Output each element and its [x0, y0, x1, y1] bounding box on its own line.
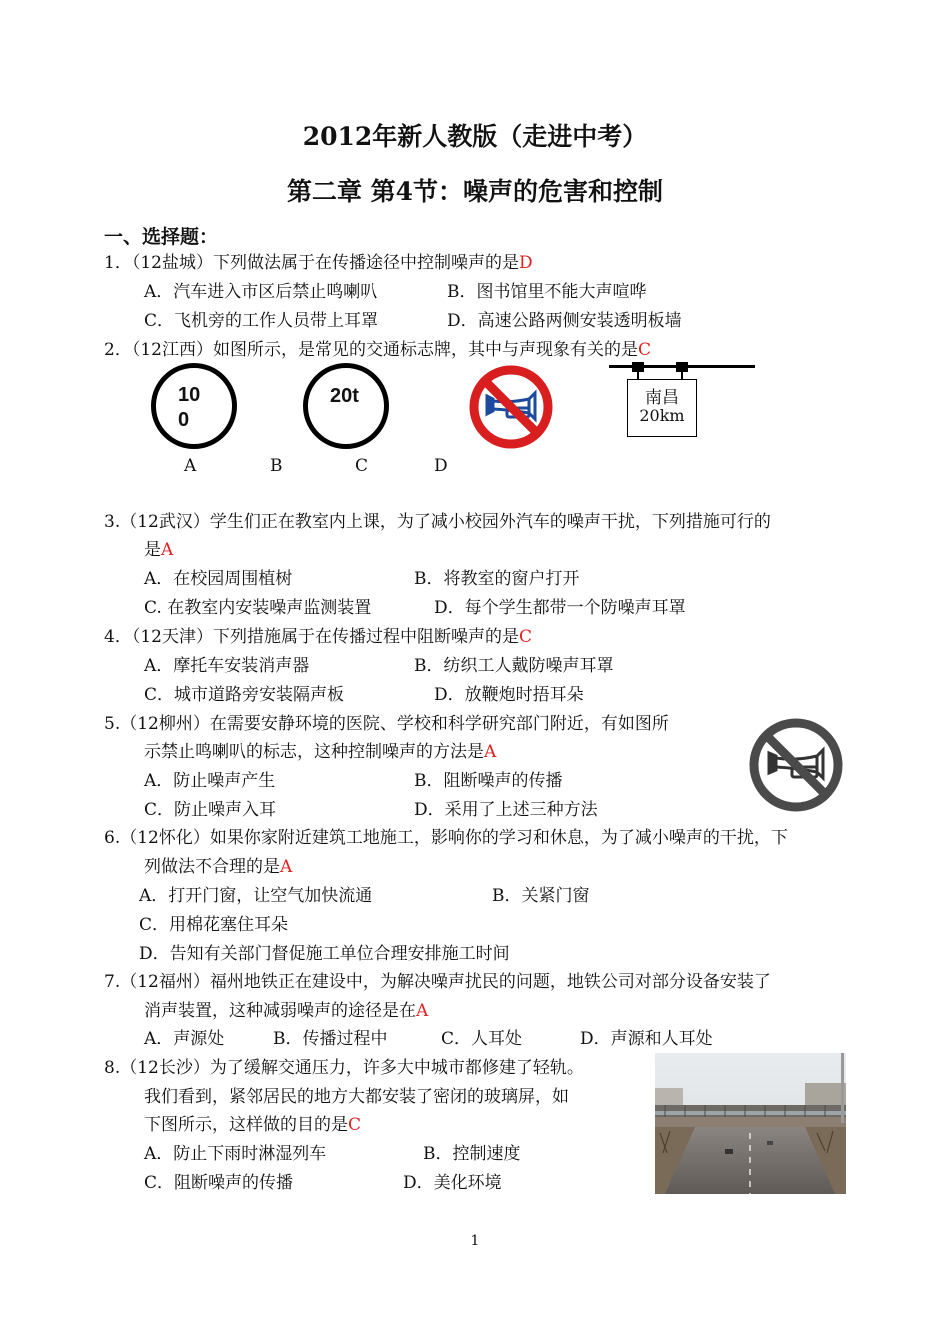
q6-option-b: B．关紧门窗 — [492, 886, 590, 906]
question-2 — [104, 339, 651, 361]
q7-option-a: A．声源处 — [144, 1029, 225, 1049]
question-2-answer: C — [637, 340, 651, 360]
speed-limit-line1: 10 — [178, 384, 201, 406]
question-1 — [104, 252, 533, 274]
q3-option-a: A．在校园周围植树 — [144, 569, 293, 589]
speed-limit-line2: 0 — [178, 409, 190, 431]
q5-option-c: C．防止噪声入耳 — [144, 800, 277, 820]
no-honking-gray-sign-icon — [747, 717, 845, 813]
question-4-answer: C — [518, 627, 532, 647]
q6-option-d: D．告知有关部门督促施工单位合理安排施工时间 — [139, 944, 510, 964]
q5-option-b: B．阻断噪声的传播 — [414, 771, 563, 791]
q4-option-d: D．放鞭炮时捂耳朵 — [434, 685, 584, 705]
sign-label-b: B — [270, 456, 283, 476]
q1-option-d: D．高速公路两侧安装透明板墙 — [447, 311, 682, 331]
question-8-line2: 我们看到，紧邻居民的地方大都安装了密闭的玻璃屏，如 — [144, 1087, 569, 1107]
question-4-stem: 4．（12天津）下列措施属于在传播过程中阻断噪声的是 — [104, 627, 519, 647]
question-5-line1: 5.（12柳州）在需要安静环境的医院、学校和科学研究部门附近，有如图所 — [104, 714, 669, 734]
question-3-stem-end: 是 — [144, 540, 161, 560]
question-8-line3 — [144, 1114, 361, 1136]
distance-sign-board — [627, 379, 697, 437]
q7-option-d: D．声源和人耳处 — [580, 1029, 713, 1049]
page-number: 1 — [470, 1233, 480, 1249]
q7-option-b: B．传播过程中 — [273, 1029, 388, 1049]
q5-option-d: D．采用了上述三种方法 — [414, 800, 598, 820]
question-5-line2 — [144, 741, 496, 763]
sign-clamp-right — [676, 362, 688, 372]
q6-option-a: A．打开门窗，让空气加快流通 — [139, 886, 373, 906]
q3-option-c: C. 在教室内安装噪声监测装置 — [144, 598, 372, 618]
light-rail-photo — [655, 1053, 846, 1194]
q5-option-a: A．防止噪声产生 — [144, 771, 276, 791]
document-title: 2012年新人教版（走进中考） — [302, 122, 648, 151]
q8-option-a: A．防止下雨时淋湿列车 — [144, 1144, 327, 1164]
q3-option-b: B．将教室的窗户打开 — [414, 569, 580, 589]
question-1-stem: 1．（12盐城）下列做法属于在传播途径中控制噪声的是 — [104, 253, 519, 273]
q7-option-c: C．人耳处 — [441, 1029, 523, 1049]
question-8-stem-end: 下图所示，这样做的目的是 — [144, 1115, 348, 1135]
sign-label-a: A — [184, 456, 197, 476]
q3-option-d: D．每个学生都带一个防噪声耳罩 — [434, 598, 686, 618]
question-5-answer: A — [484, 742, 497, 762]
sign-label-d: D — [434, 456, 448, 476]
question-6-line2 — [144, 856, 292, 878]
question-8-line1: 8.（12长沙）为了缓解交通压力，许多大中城市都修建了轻轨。 — [104, 1058, 584, 1078]
q4-option-c: C．城市道路旁安装隔声板 — [144, 685, 345, 705]
question-6-answer: A — [280, 857, 293, 877]
question-3-answer: A — [161, 540, 174, 560]
q8-option-b: B．控制速度 — [423, 1144, 521, 1164]
chapter-title: 第二章 第4节：噪声的危害和控制 — [286, 177, 664, 206]
q4-option-a: A．摩托车安装消声器 — [144, 656, 310, 676]
no-honking-sign-icon — [467, 363, 555, 451]
q1-option-a: A．汽车进入市区后禁止鸣喇叭 — [144, 282, 378, 302]
question-7-stem-end: 消声装置，这种减弱噪声的途径是在 — [144, 1001, 416, 1021]
q8-option-c: C．阻断噪声的传播 — [144, 1173, 294, 1193]
q8-option-d: D．美化环境 — [403, 1173, 502, 1193]
question-1-answer: D — [518, 253, 533, 273]
question-7-line1: 7.（12福州）福州地铁正在建设中，为解决噪声扰民的问题，地铁公司对部分设备安装了 — [104, 972, 771, 992]
question-6-line1: 6.（12怀化）如果你家附近建筑工地施工，影响你的学习和休息，为了减小噪声的干扰，下 — [104, 828, 788, 848]
question-4 — [104, 626, 532, 648]
sign-clamp-left — [632, 362, 644, 372]
sign-label-c: C — [355, 456, 369, 476]
question-6-stem-end: 列做法不合理的是 — [144, 857, 280, 877]
q1-option-c: C．飞机旁的工作人员带上耳罩 — [144, 311, 379, 331]
q6-option-c: C．用棉花塞住耳朵 — [139, 915, 289, 935]
question-5-stem-end: 示禁止鸣喇叭的标志，这种控制噪声的方法是 — [144, 742, 484, 762]
section-heading: 一、选择题： — [104, 226, 219, 248]
question-3-line1: 3.（12武汉）学生们正在教室内上课，为了减小校园外汽车的噪声干扰，下列措施可行的 — [104, 512, 771, 532]
question-3-line2 — [144, 539, 173, 561]
distance-sign-city: 南昌 — [645, 388, 679, 408]
question-7-answer: A — [416, 1001, 429, 1021]
q4-option-b: B．纺织工人戴防噪声耳罩 — [414, 656, 614, 676]
question-8-answer: C — [348, 1115, 362, 1135]
weight-limit-text: 20t — [330, 385, 359, 407]
distance-sign-km: 20km — [639, 406, 685, 425]
q1-option-b: B．图书馆里不能大声喧哗 — [447, 282, 647, 302]
question-7-line2 — [144, 1000, 428, 1022]
question-2-stem: 2．（12江西）如图所示，是常见的交通标志牌，其中与声现象有关的是 — [104, 340, 638, 360]
